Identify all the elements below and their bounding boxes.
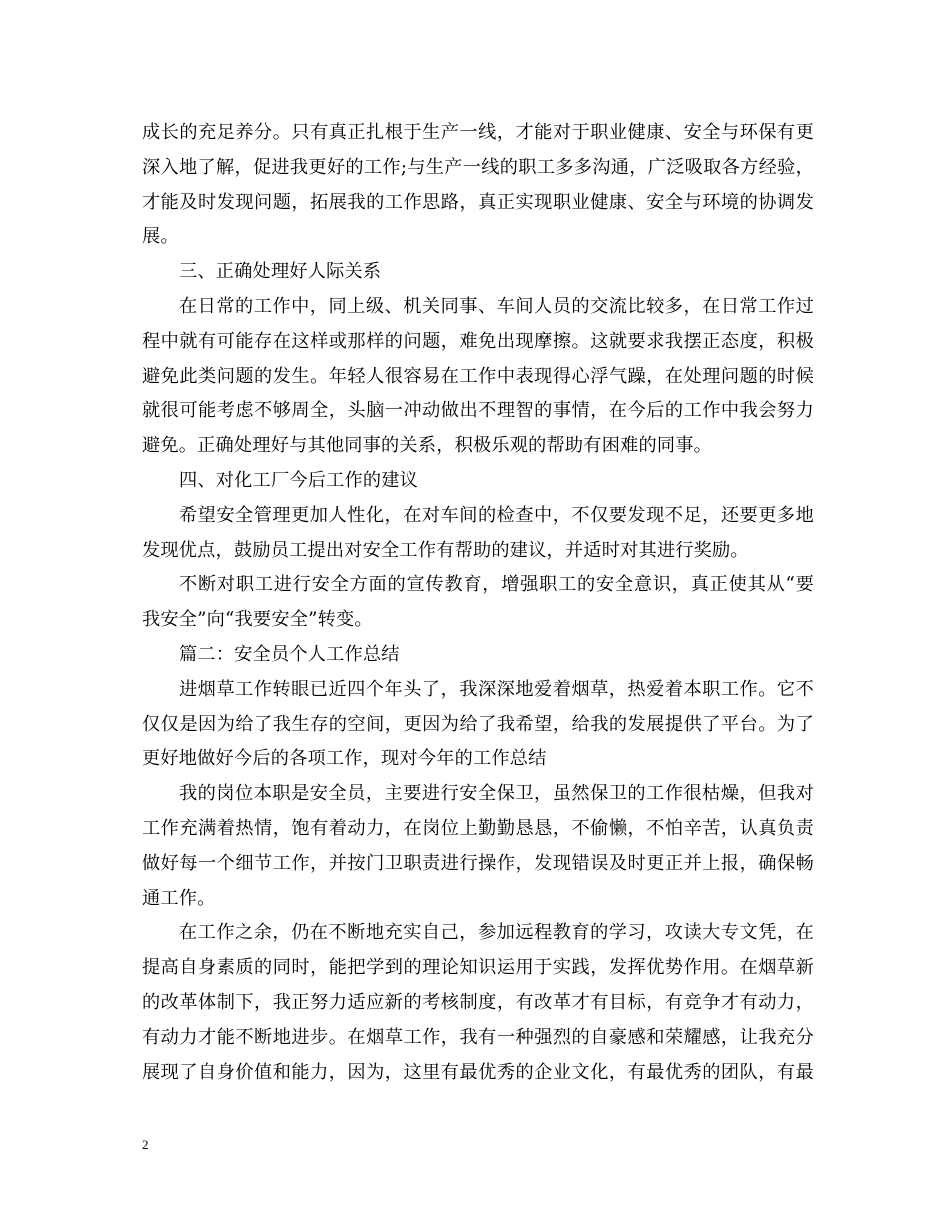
text-line: 成长的充足养分。只有真正扎根于生产一线，才能对于职业健康、安全与环保有更 — [142, 122, 814, 143]
text-line: 发现优点，鼓励员工提出对安全工作有帮助的建议，并适时对其进行奖励。 — [142, 539, 749, 561]
text-line: 我安全”向“我要安全”转变。 — [142, 609, 373, 631]
text-line: 进烟草工作转眼已近四个年头了，我深深地爱着烟草，热爱着本职工作。它不 — [179, 678, 814, 700]
text-line: 更好地做好今后的各项工作，现对今年的工作总结 — [142, 748, 547, 770]
text-line: 在工作之余，仍在不断地充实自己，参加远程教育的学习，攻读大专文凭，在 — [179, 922, 814, 944]
text-line: 才能及时发现问题，拓展我的工作思路，真正实现职业健康、安全与环境的协调发 — [142, 191, 814, 213]
text-line: 通工作。 — [142, 887, 216, 909]
page-number: 2 — [142, 1137, 149, 1152]
text-line: 避免此类问题的发生。年轻人很容易在工作中表现得心浮气躁，在处理问题的时候 — [142, 365, 814, 387]
text-line: 希望安全管理更加人性化，在对车间的检查中，不仅要发现不足，还要更多地 — [179, 504, 814, 526]
text-line: 我的岗位本职是安全员，主要进行安全保卫，虽然保卫的工作很枯燥，但我对 — [179, 783, 814, 805]
text-line: 程中就有可能存在这样或那样的问题，难免出现摩擦。这就要求我摆正态度，积极 — [142, 330, 814, 352]
text-line: 就很可能考虑不够周全，头脑一冲动做出不理智的事情，在今后的工作中我会努力 — [142, 400, 814, 422]
body-text — [142, 116, 814, 1090]
text-line: 避免。正确处理好与其他同事的关系，积极乐观的帮助有困难的同事。 — [142, 435, 713, 457]
text-line: 仅仅是因为给了我生存的空间，更因为给了我希望，给我的发展提供了平台。为了 — [142, 713, 814, 735]
text-line: 深入地了解，促进我更好的工作;与生产一线的职工多多沟通，广泛吸取各方经验， — [142, 156, 814, 178]
text-line: 有动力才能不断地进步。在烟草工作，我有一种强烈的自豪感和荣耀感，让我充分 — [142, 1026, 814, 1048]
text-line: 不断对职工进行安全方面的宣传教育，增强职工的安全意识，真正使其从“要 — [179, 574, 814, 596]
text-line: 展。 — [142, 226, 179, 248]
text-line: 工作充满着热情，饱有着动力，在岗位上勤勤恳恳，不偷懒，不怕辛苦，认真负责 — [142, 817, 814, 839]
section-heading: 篇二：安全员个人工作总结 — [179, 643, 400, 665]
text-line: 的改革体制下，我正努力适应新的考核制度，有改革才有目标，有竞争才有动力， — [142, 991, 814, 1013]
text-line: 做好每一个细节工作，并按门卫职责进行操作，发现错误及时更正并上报，确保畅 — [142, 852, 814, 874]
text-line: 展现了自身价值和能力，因为，这里有最优秀的企业文化，有最优秀的团队，有最 — [142, 1061, 814, 1083]
text-line: 提高自身素质的同时，能把学到的理论知识运用于实践，发挥优势作用。在烟草新 — [142, 957, 814, 979]
section-heading: 三、正确处理好人际关系 — [179, 261, 382, 283]
text-line: 在日常的工作中，同上级、机关同事、车间人员的交流比较多，在日常工作过 — [179, 295, 814, 317]
section-heading: 四、对化工厂今后工作的建议 — [179, 469, 419, 491]
